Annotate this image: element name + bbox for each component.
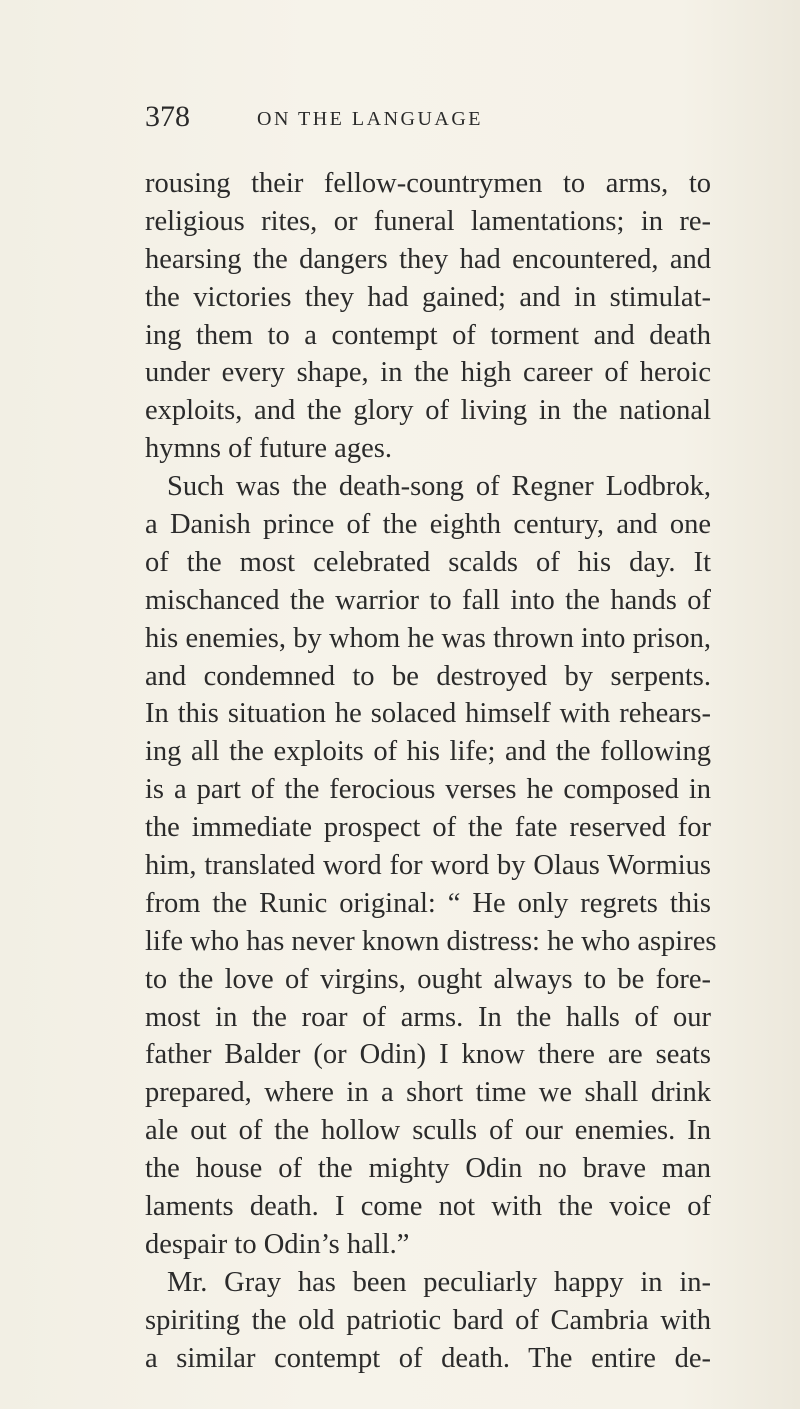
text-line: father Balder (or Odin) I know there are seats [145,1039,711,1071]
text-line: mischanced the warrior to fall into the hands of [145,584,711,616]
text-line: of the most celebrated scalds of his day. It [145,546,711,578]
page-header [145,100,705,140]
text-line: Mr. Gray has been peculiarly happy in in- [167,1266,711,1298]
text-line: spiriting the old patriotic bard of Cambria with [145,1304,711,1336]
running-head: ON THE LANGUAGE [257,108,483,130]
text-line: the immediate prospect of the fate reserved for [145,812,711,844]
text-line: from the Runic original: “ He only regrets this [145,887,711,919]
text-line: life who has never known distress: he who aspires [145,925,717,957]
text-line: a similar contempt of death. The entire de- [145,1342,711,1374]
text-line: In this situation he solaced himself with rehears- [145,698,711,730]
page-number: 378 [145,100,190,133]
text-line: to the love of virgins, ought always to be fore- [145,963,711,995]
text-line: ing them to a contempt of torment and death [145,319,711,351]
text-line: laments death. I come not with the voice of [145,1191,711,1223]
text-line: most in the roar of arms. In the halls of our [145,1001,711,1033]
text-line: exploits, and the glory of living in the national [145,395,711,427]
text-line: religious rites, or funeral lamentations; in re- [145,205,711,237]
text-line: rousing their fellow-countrymen to arms, to [145,168,711,199]
text-line: hearsing the dangers they had encountered, and [145,243,711,275]
text-line: Such was the death-song of Regner Lodbrok, [167,471,711,503]
text-line: is a part of the ferocious verses he composed in [145,774,711,806]
text-line: his enemies, by whom he was thrown into prison, [145,622,711,654]
text-line: hymns of future ages. [145,433,392,465]
text-line: a Danish prince of the eighth century, and one [145,509,711,541]
text-line: ale out of the hollow sculls of our enemies. In [145,1115,711,1147]
text-line: and condemned to be destroyed by serpents. [145,660,711,692]
text-line: under every shape, in the high career of heroic [145,357,711,389]
text-line: despair to Odin’s hall.” [145,1228,410,1260]
text-line: the victories they had gained; and in stimulat- [145,281,711,313]
text-line: prepared, where in a short time we shall drink [145,1077,711,1109]
text-line: ing all the exploits of his life; and the following [145,736,711,768]
text-line: him, translated word for word by Olaus Wormius [145,850,711,882]
body-text [145,165,717,1378]
text-line: the house of the mighty Odin no brave man [145,1153,711,1185]
